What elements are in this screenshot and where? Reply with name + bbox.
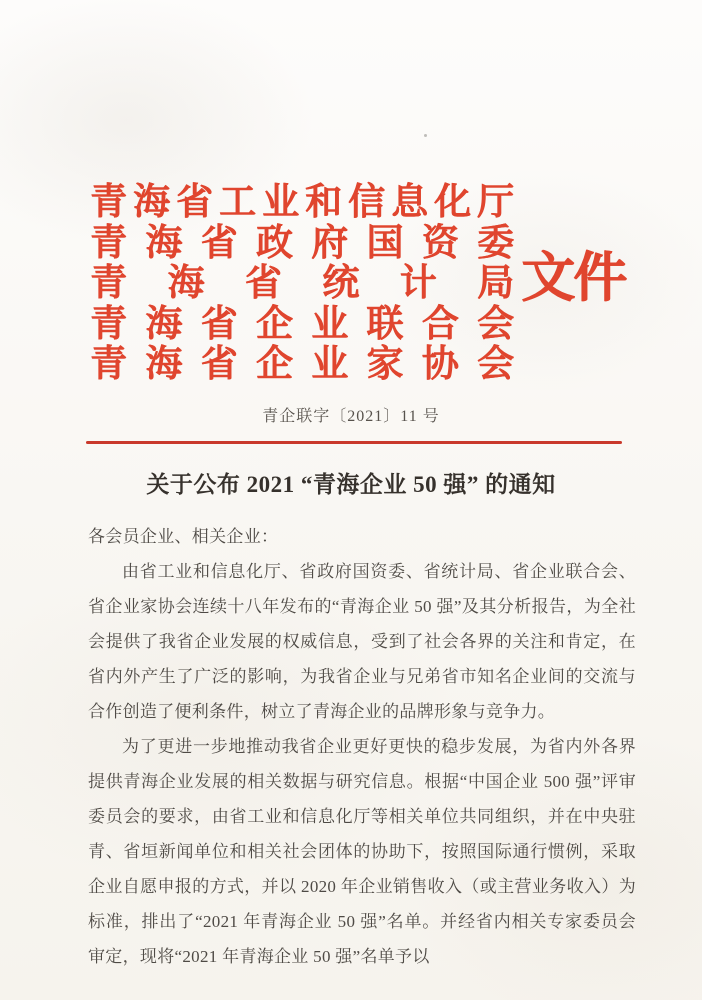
org-char: 信 bbox=[348, 182, 385, 223]
org-char: 合 bbox=[421, 303, 459, 345]
document-title: 关于公布 2021 “青海企业 50 强” 的通知 bbox=[146, 472, 556, 497]
red-divider-line bbox=[86, 441, 622, 444]
letterhead bbox=[90, 183, 514, 386]
org-char: 企 bbox=[255, 303, 293, 345]
org-char: 府 bbox=[311, 222, 349, 264]
org-char: 统 bbox=[322, 263, 360, 304]
org-line-3 bbox=[90, 264, 514, 305]
org-line-5 bbox=[90, 345, 514, 386]
org-char: 业 bbox=[311, 303, 349, 345]
org-char: 省 bbox=[200, 303, 238, 345]
org-char: 业 bbox=[311, 344, 349, 385]
org-char: 青 bbox=[90, 303, 127, 345]
org-char: 政 bbox=[255, 222, 293, 264]
org-char: 海 bbox=[167, 263, 205, 304]
org-char: 和 bbox=[305, 182, 342, 223]
org-char: 海 bbox=[133, 182, 170, 223]
org-line-1 bbox=[90, 183, 514, 224]
letterhead-wenjian-label: 文件 bbox=[521, 248, 625, 308]
paragraph-2: 为了更进一步地推动我省企业更好更快的稳步发展，为省内外各界提供青海企业发展的相关数据与研究信息。根据“中国企业 500 强”评审委员会的要求，由省工业和信息化厅等相关单位共同组织，并在中央驻青、省垣新闻单位和相关社会团体的协助下，按照国际通行惯例，采取企业自愿申报的方式，并以 2020 年企业销售收入（或主营业务收入）为标准，排出了“2021 年青海企业 50 强”名单。并经省内相关专家委员会审定，现将“2021 年青海企业 50 强”名单予以 bbox=[88, 737, 636, 966]
org-char: 化 bbox=[434, 182, 471, 223]
paragraph-1: 由省工业和信息化厅、省政府国资委、省统计局、省企业联合会、省企业家协会连续十八年发布的“青海企业 50 强”及其分析报告，为全社会提供了我省企业发展的权威信息，受到了社会各界的关注和肯定，在省内外产生了广泛的影响，为我省企业与兄弟省市知名企业间的交流与合作创造了便利条件，树立了青海企业的品牌形象与竞争力。 bbox=[88, 562, 636, 721]
scan-speck bbox=[424, 134, 427, 137]
org-line-2 bbox=[90, 224, 514, 265]
org-char: 省 bbox=[200, 344, 238, 385]
org-char: 省 bbox=[200, 222, 238, 264]
org-char: 青 bbox=[90, 263, 127, 304]
org-char: 计 bbox=[399, 263, 437, 304]
org-char: 国 bbox=[366, 222, 404, 264]
org-char: 息 bbox=[391, 182, 428, 223]
org-char: 青 bbox=[90, 344, 127, 385]
org-char: 青 bbox=[90, 182, 127, 223]
org-char: 业 bbox=[262, 182, 299, 223]
org-char: 青 bbox=[90, 222, 127, 264]
org-char: 联 bbox=[366, 303, 404, 345]
org-char: 海 bbox=[145, 222, 183, 264]
org-char: 局 bbox=[476, 263, 514, 304]
org-char: 海 bbox=[145, 344, 183, 385]
org-char: 家 bbox=[366, 344, 404, 385]
document-body bbox=[88, 519, 636, 974]
org-line-4 bbox=[90, 305, 514, 346]
org-char: 会 bbox=[476, 344, 514, 385]
org-char: 工 bbox=[219, 182, 256, 223]
org-char: 委 bbox=[476, 222, 514, 264]
org-char: 资 bbox=[421, 222, 459, 264]
salutation: 各会员企业、相关企业： bbox=[88, 527, 279, 546]
org-char: 厅 bbox=[477, 182, 514, 223]
org-char: 协 bbox=[421, 344, 459, 385]
document-number: 青企联字〔2021〕11 号 bbox=[262, 408, 440, 425]
org-char: 企 bbox=[255, 344, 293, 385]
org-char: 省 bbox=[176, 182, 213, 223]
org-char: 海 bbox=[145, 303, 183, 345]
org-char: 省 bbox=[244, 263, 282, 304]
org-char: 会 bbox=[476, 303, 514, 345]
